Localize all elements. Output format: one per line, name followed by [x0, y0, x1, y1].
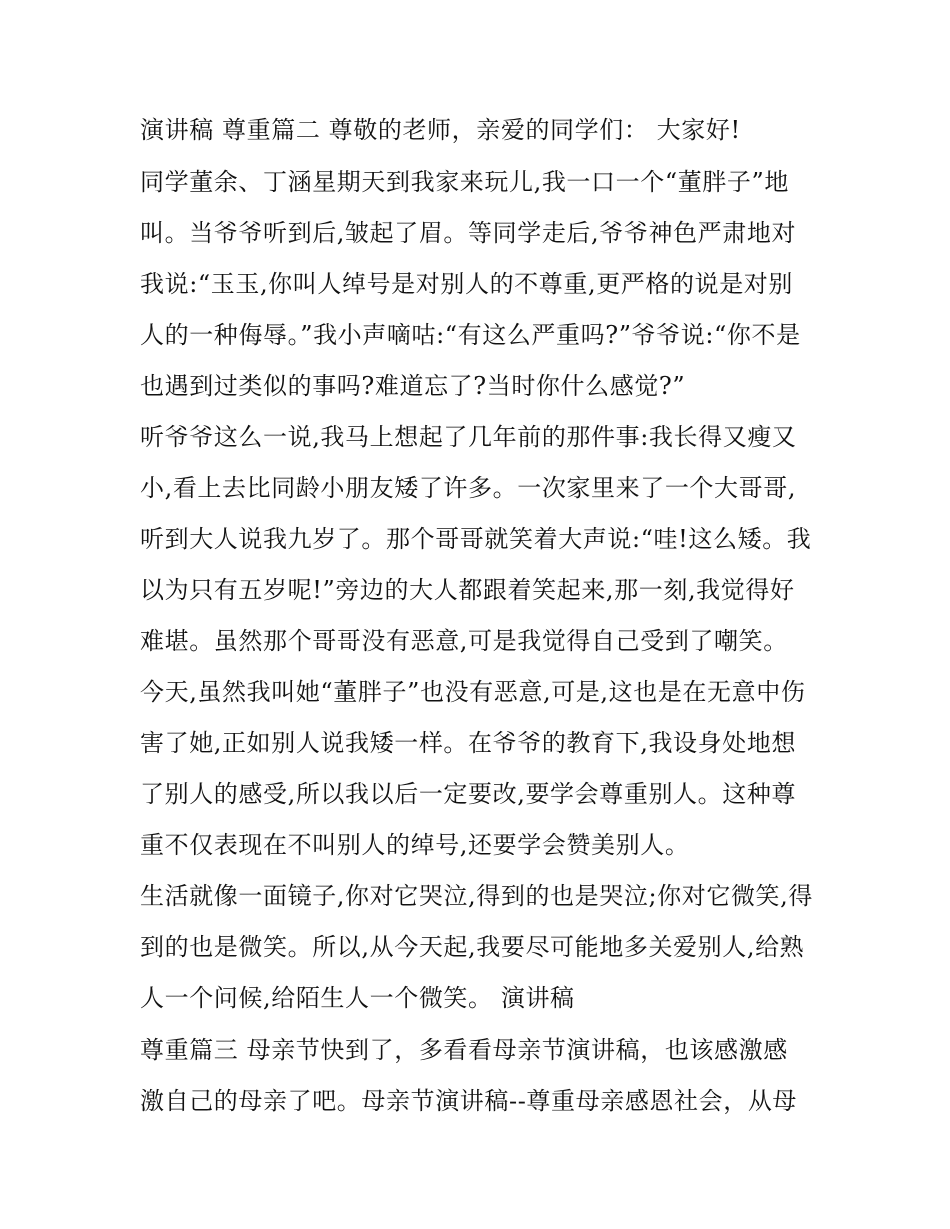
text-line: 同学董余、丁涵星期天到我家来玩儿,我一口一个“董胖子”地: [140, 168, 789, 196]
text-line: 人一个问候,给陌生人一个微笑。 演讲稿: [140, 984, 575, 1012]
text-line: 今天,虽然我叫她“董胖子”也没有恶意,可是,这也是在无意中伤: [140, 678, 806, 706]
text-line: 了别人的感受,所以我以后一定要改,要学会尊重别人。这种尊: [140, 780, 797, 808]
text-line: 激自己的母亲了吧。母亲节演讲稿--尊重母亲感恩社会，从母: [140, 1087, 798, 1115]
text-line: 叫。当爷爷听到后,皱起了眉。等同学走后,爷爷神色严肃地对: [140, 219, 797, 247]
text-line: 难堪。虽然那个哥哥没有恶意,可是我觉得自己受到了嘲笑。: [140, 627, 788, 655]
text-line: 演讲稿 尊重篇二 尊敬的老师，亲爱的同学们： 大家好!: [140, 116, 741, 144]
text-line: 到的也是微笑。所以,从今天起,我要尽可能地多关爱别人,给熟: [140, 933, 805, 961]
text-line: 听爷爷这么一说,我马上想起了几年前的那件事:我长得又瘦又: [140, 423, 797, 451]
text-line: 听到大人说我九岁了。那个哥哥就笑着大声说:“哇!这么矮。我: [140, 525, 812, 553]
text-line: 生活就像一面镜子,你对它哭泣,得到的也是哭泣;你对它微笑,得: [140, 882, 813, 910]
text-line: 也遇到过类似的事吗?难道忘了?当时你什么感觉?”: [140, 372, 686, 400]
text-line: 人的一种侮辱。”我小声嘀咕:“有这么严重吗?”爷爷说:“你不是: [140, 321, 801, 349]
text-line: 以为只有五岁呢!”旁边的大人都跟着笑起来,那一刻,我觉得好: [140, 576, 795, 604]
text-line: 害了她,正如别人说我矮一样。在爷爷的教育下,我设身处地想: [140, 729, 797, 757]
text-line: 小,看上去比同龄小朋友矮了许多。一次家里来了一个大哥哥,: [140, 474, 797, 502]
text-line: 重不仅表现在不叫别人的绰号,还要学会赞美别人。: [140, 831, 690, 859]
text-line: 尊重篇三 母亲节快到了，多看看母亲节演讲稿，也该感激感: [140, 1036, 788, 1064]
text-line: 我说:“玉玉,你叫人绰号是对别人的不尊重,更严格的说是对别: [140, 270, 794, 298]
